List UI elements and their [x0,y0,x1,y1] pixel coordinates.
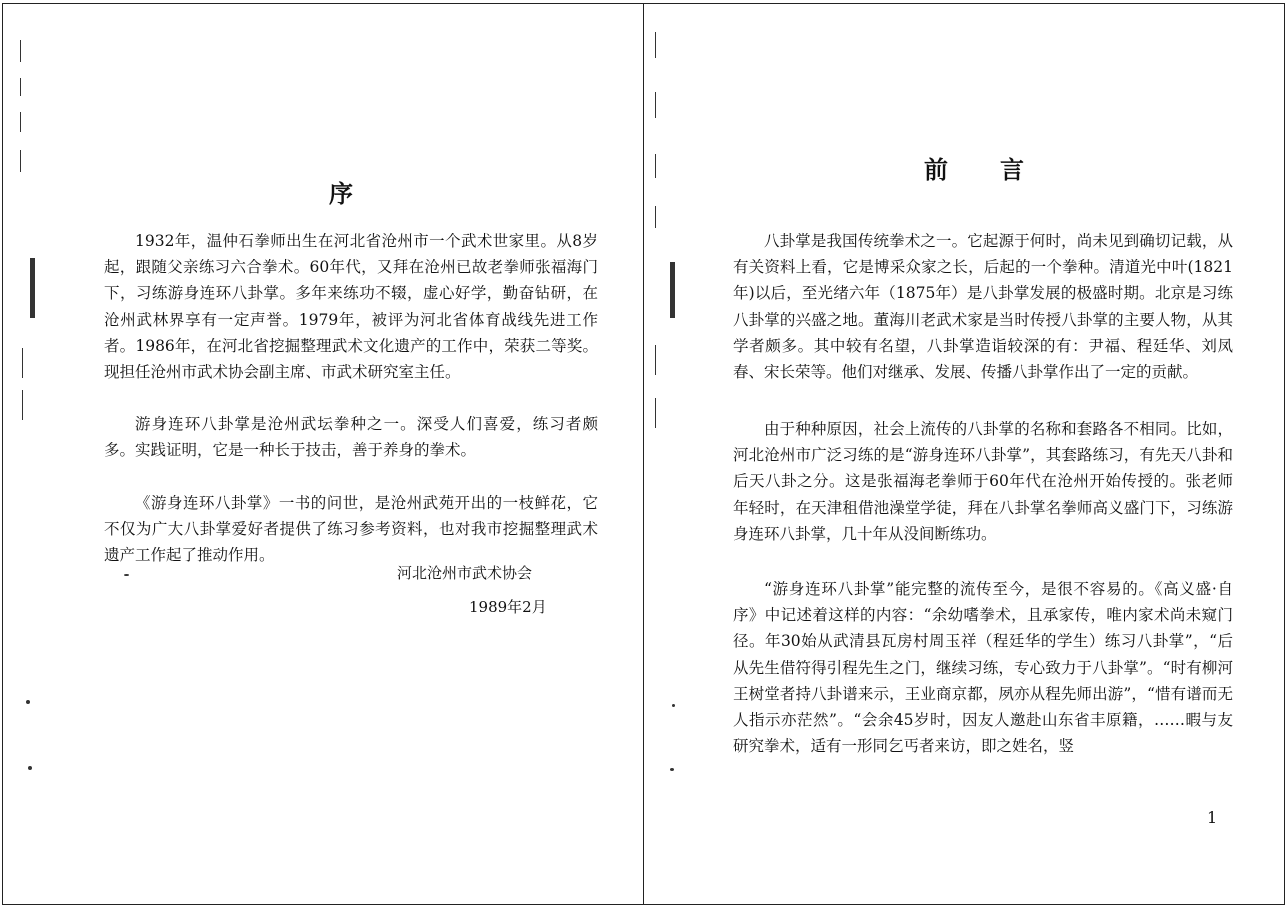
scan-mark [655,32,656,58]
signature-date: 1989年2月 [469,598,547,616]
foreword-paragraph-2: 由于种种原因，社会上流传的八卦掌的名称和套路各不相同。比如，河北沧州市广泛习练的是“游身连环八卦掌”，其套路练习，有先天八卦和后天八卦之分。这是张福海老拳师于60年代在沧州开始传授的。张老师年轻时，在天津租借池澡堂学徒，拜在八卦掌名拳师高义盛门下，习练游身连环八卦掌，几十年从没间断练功。 [733,420,1233,543]
scan-mark [655,398,656,428]
preface-paragraph-3: 《游身连环八卦掌》一书的问世，是沧州武苑开出的一枝鲜花，它不仅为广大八卦掌爱好者提供了练习参考资料，也对我市挖掘整理武术遗产工作起了推动作用。 [104,494,598,565]
scan-mark [655,154,656,178]
scan-mark [22,390,23,420]
scan-mark [20,40,21,62]
foreword-paragraph-1: 八卦掌是我国传统拳术之一。它起源于何时，尚未见到确切记载，从有关资料上看，它是博采众家之长，后起的一个拳种。清道光中叶(1821年)以后，至光绪六年（1875年）是八卦掌发展的极盛时期。北京是习练八卦掌的兴盛之地。董海川老武术家是当时传授八卦掌的主要人物，从其学者颇多。其中较有名望，八卦掌造诣较深的有：尹福、程廷华、刘凤春、宋长荣等。他们对继承、发展、传播八卦掌作出了一定的贡献。 [733,232,1233,382]
preface-title: 序 [329,179,353,208]
scan-speck [28,766,32,770]
scan-mark [20,78,21,96]
scan-mark [655,345,656,375]
scan-speck [26,700,30,704]
scan-speck [672,704,675,707]
scan-speck [670,768,674,771]
scan-mark [22,348,23,378]
page-number: 1 [1207,808,1218,827]
preface-paragraph-2: 游身连环八卦掌是沧州武坛拳种之一。深受人们喜爱，练习者颇多。实践证明，它是一种长于技击，善于养身的拳术。 [104,415,598,460]
scan-mark [30,258,35,318]
foreword-paragraph-3: “游身连环八卦掌”能完整的流传至今，是很不容易的。《高义盛·自序》中记述着这样的内容：“余幼嗜拳术，且承家传，唯内家术尚未窥门径。年30始从武清县瓦房村周玉祥（程廷华的学生）练习八卦掌”，“后从先生借符得引程先生之门，继续习练，专心致力于八卦掌”。“时有柳河王树堂者持八卦谱来示，王业商京都，夙亦从程先师出游”，“惜有谱而无人指示亦茫然”。“会余45岁时，因友人邀赴山东省丰原籍，……暇与友研究拳术，适有一形同乞丐者来访，即之姓名，竖 [733,580,1233,756]
scan-mark [670,262,675,318]
scan-speck [124,574,129,576]
scan-mark [20,150,21,172]
scan-mark [20,112,21,132]
signature-organization: 河北沧州市武术协会 [397,564,533,582]
scan-mark [655,92,656,118]
foreword-title: 前言 [924,155,1076,184]
scan-mark [655,206,656,228]
preface-paragraph-1: 1932年，温仲石拳师出生在河北省沧州市一个武术世家里。从8岁起，跟随父亲练习六合拳术。60年代，又拜在沧州已故老拳师张福海门下，习练游身连环八卦掌。多年来练功不辍，虚心好学，勤奋钻研，在沧州武林界享有一定声誉。1979年，被评为河北省体育战线先进工作者。1986年，在河北省挖掘整理武术文化遗产的工作中，荣获二等奖。现担任沧州市武术协会副主席、市武术研究室主任。 [104,232,598,382]
